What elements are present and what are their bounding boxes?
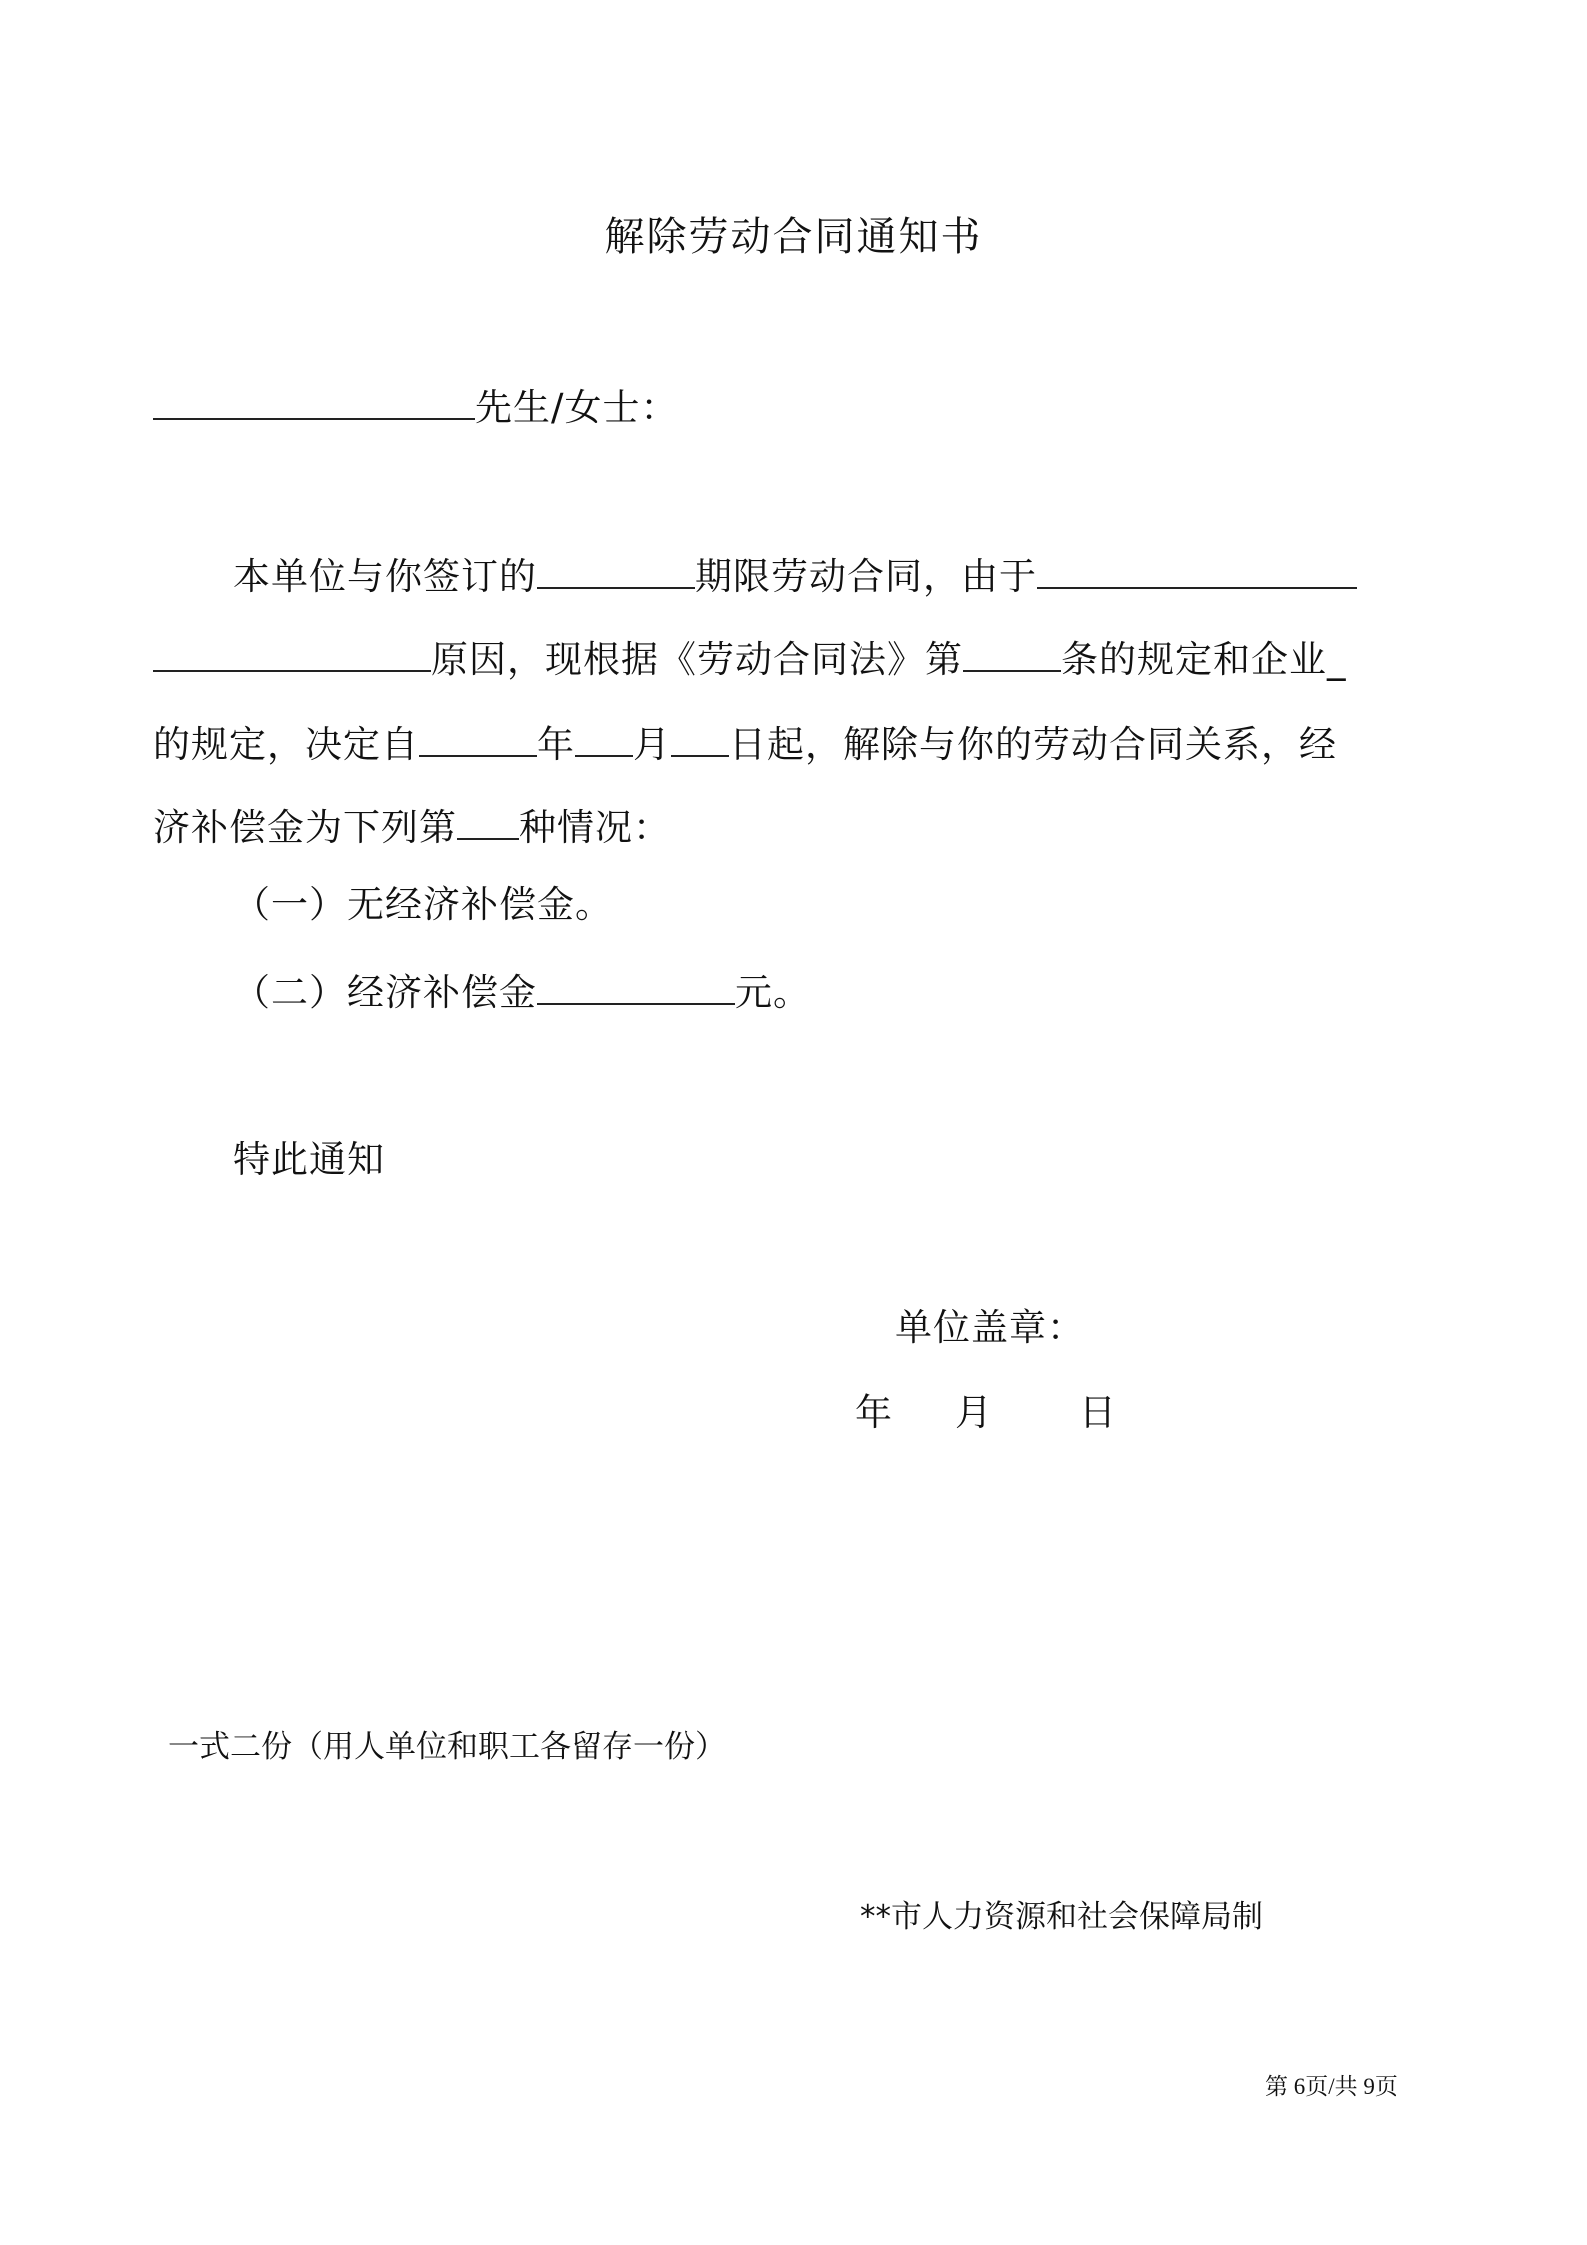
year-label: 年 bbox=[537, 723, 575, 766]
body-line-3 bbox=[153, 715, 1337, 770]
name-blank[interactable] bbox=[153, 378, 475, 420]
day-blank[interactable] bbox=[671, 715, 729, 757]
option-2-text: （二）经济补偿金 bbox=[233, 971, 537, 1014]
body-line-1 bbox=[233, 547, 1357, 602]
document-title: 解除劳动合同通知书 bbox=[604, 214, 983, 260]
body-text: 济补偿金为下列第 bbox=[153, 806, 457, 849]
body-line-4 bbox=[153, 798, 671, 853]
signature-date bbox=[855, 1388, 1117, 1438]
body-text: 条的规定和企业_ bbox=[1061, 638, 1347, 681]
month-blank[interactable] bbox=[575, 715, 633, 757]
reason-blank-1[interactable] bbox=[1037, 547, 1357, 589]
option-2 bbox=[233, 963, 811, 1018]
salutation-suffix: 先生/女士： bbox=[475, 386, 679, 429]
year-blank[interactable] bbox=[419, 715, 537, 757]
notice-text: 特此通知 bbox=[233, 1138, 385, 1181]
date-day: 日 bbox=[1079, 1391, 1117, 1434]
article-number-blank[interactable] bbox=[963, 630, 1061, 672]
month-label: 月 bbox=[633, 723, 671, 766]
issuer-note: **市人力资源和社会保障局制 bbox=[860, 1899, 1263, 1935]
body-line-2 bbox=[153, 630, 1347, 685]
copies-note: 一式二份（用人单位和职工各留存一份） bbox=[168, 1729, 726, 1765]
case-number-blank[interactable] bbox=[457, 798, 519, 840]
body-text: 期限劳动合同，由于 bbox=[695, 555, 1037, 598]
page-number: 第 6页/共 9页 bbox=[1265, 2074, 1398, 2099]
reason-blank-2[interactable] bbox=[153, 630, 431, 672]
contract-term-blank[interactable] bbox=[537, 547, 695, 589]
date-month: 月 bbox=[955, 1391, 993, 1434]
compensation-amount-blank[interactable] bbox=[537, 963, 735, 1005]
body-text: 原因，现根据《劳动合同法》第 bbox=[431, 638, 963, 681]
option-2-unit: 元。 bbox=[735, 971, 811, 1014]
body-text: 种情况： bbox=[519, 806, 671, 849]
body-text: 本单位与你签订的 bbox=[233, 555, 537, 598]
body-text: 日起，解除与你的劳动合同关系，经 bbox=[729, 723, 1337, 766]
body-text: 的规定，决定自 bbox=[153, 723, 419, 766]
date-year: 年 bbox=[855, 1391, 893, 1434]
seal-label: 单位盖章： bbox=[895, 1306, 1085, 1349]
salutation bbox=[153, 378, 678, 433]
option-1: （一）无经济补偿金。 bbox=[233, 883, 613, 926]
